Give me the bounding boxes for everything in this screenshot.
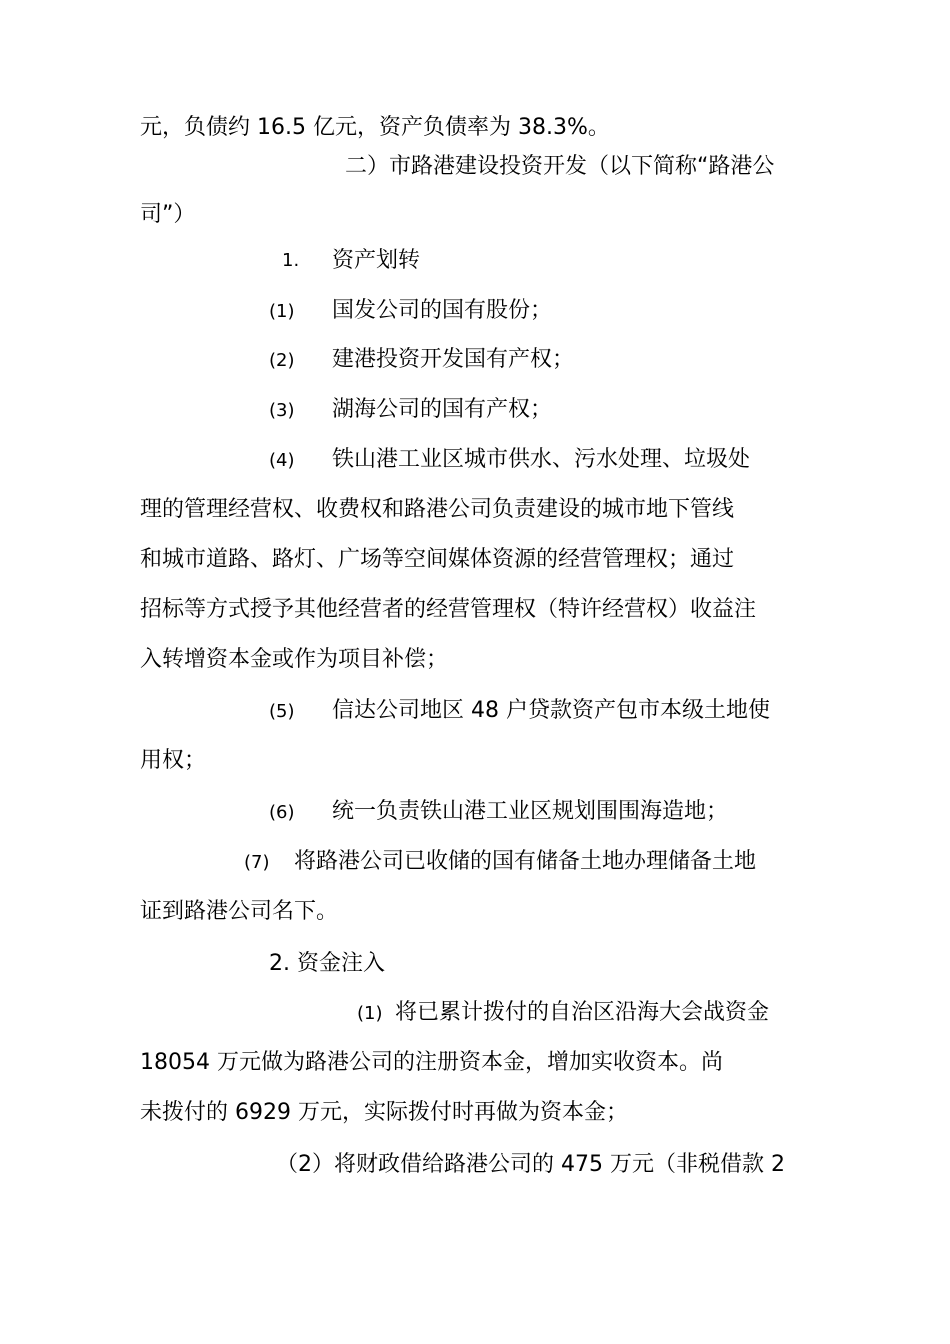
item-2-number: (2) (269, 350, 295, 371)
item-5-number: (5) (269, 701, 295, 722)
item-1-number: (1) (269, 301, 295, 322)
section-heading-line2: 司”） (140, 202, 196, 227)
item-7-line1: 将路港公司已收储的国有储备土地办理储备土地 (294, 849, 757, 874)
fund-item-1-line2: 18054 万元做为路港公司的注册资本金，增加实收资本。尚 (140, 1050, 723, 1075)
fund-item-2-line1: （2）将财政借给路港公司的 475 万元（非税借款 2 (276, 1152, 785, 1177)
item-2-text: 建港投资开发国有产权； (332, 347, 575, 372)
item-6-number: (6) (269, 802, 295, 823)
item-4-number: (4) (269, 450, 295, 471)
section-heading-line1: 二）市路港建设投资开发（以下简称“路港公 (345, 154, 775, 179)
item-5-line1: 信达公司地区 48 户贷款资产包市本级土地使 (332, 698, 770, 723)
subsection-2-title: 2. 资金注入 (269, 951, 385, 976)
item-4-line5: 入转增资本金或作为项目补偿； (140, 647, 449, 672)
item-1-text: 国发公司的国有股份； (332, 298, 553, 323)
intro-line: 元，负债约 16.5 亿元，资产负债率为 38.3%。 (140, 115, 610, 140)
item-4-line4: 招标等方式授予其他经营者的经营管理权（特许经营权）收益注 (140, 597, 757, 622)
item-7-line2: 证到路港公司名下。 (140, 899, 339, 924)
item-3-text: 湖海公司的国有产权； (332, 397, 553, 422)
item-6-text: 统一负责铁山港工业区规划围围海造地； (332, 799, 729, 824)
fund-item-1-line1: 将已累计拨付的自治区沿海大会战资金 (395, 1000, 770, 1025)
fund-item-1-number: (1) (357, 1003, 383, 1024)
item-7-number: (7) (244, 852, 270, 873)
item-3-number: (3) (269, 400, 295, 421)
item-4-line1: 铁山港工业区城市供水、污水处理、垃圾处 (332, 447, 751, 472)
item-4-line3: 和城市道路、路灯、广场等空间媒体资源的经营管理权；通过 (140, 547, 735, 572)
item-4-line2: 理的管理经营权、收费权和路港公司负责建设的城市地下管线 (140, 497, 735, 522)
subsection-1-number: 1. (282, 250, 300, 271)
subsection-1-title: 资产划转 (332, 248, 421, 273)
fund-item-1-line3: 未拨付的 6929 万元，实际拨付时再做为资本金； (140, 1100, 628, 1125)
item-5-line2: 用权； (140, 748, 207, 773)
